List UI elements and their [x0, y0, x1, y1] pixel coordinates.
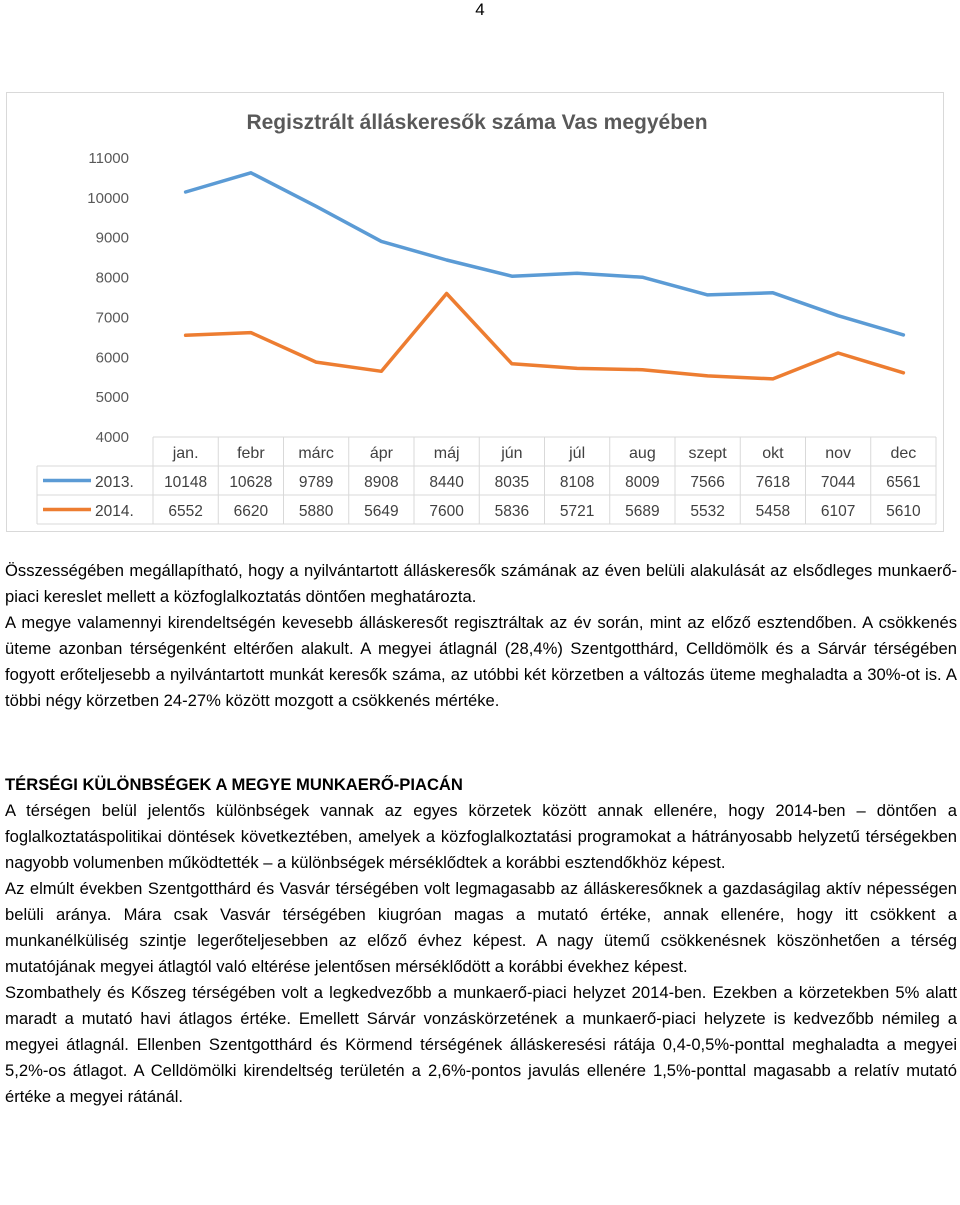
- data-label: 5458: [755, 503, 791, 520]
- data-label: 6561: [886, 474, 921, 491]
- data-label: 5689: [625, 503, 660, 520]
- data-label: 8009: [625, 474, 660, 491]
- text-section-1: [5, 558, 957, 714]
- y-tick-label: 5000: [95, 389, 129, 407]
- data-label: 7600: [429, 503, 464, 520]
- series-lines: [186, 173, 904, 379]
- category-label: okt: [762, 445, 784, 462]
- y-tick-label: 9000: [95, 229, 129, 247]
- line-chart: [6, 92, 944, 532]
- data-label: 9789: [298, 474, 334, 491]
- category-label: szept: [688, 445, 727, 462]
- data-label: 8108: [559, 474, 595, 491]
- y-tick-label: 4000: [95, 429, 129, 446]
- data-label: 5721: [559, 503, 595, 520]
- section-heading: TÉRSÉGI KÜLÖNBSÉGEK A MEGYE MUNKAERŐ-PIACÁN: [5, 775, 463, 794]
- y-tick-label: 11000: [88, 150, 129, 167]
- category-label: dec: [890, 445, 917, 462]
- legend-label: 2014.: [95, 503, 134, 520]
- text-section-2: [5, 772, 957, 1110]
- category-label: febr: [237, 445, 265, 462]
- data-label: 6620: [233, 503, 269, 520]
- data-label: 8440: [429, 474, 464, 491]
- category-label: júl: [569, 445, 586, 462]
- paragraph-szentgotthard-vasvar: Az elmúlt években Szentgotthárd és Vasvár térségében volt legmagasabb az álláskeresőknek a gazdaságilag aktív népességen belüli aránya. Mára csak Vasvár térségében kiugróan magas a mutató értéke, annak ellenére, hogy itt csökkent a munkanélküliség szintje legerőteljesebben az előző évhez képest. A nagy ütemű csökkenésnek köszönhetően a térség mutatójának megyei átlagtól való eltérése jelentősen mérséklődött a korábbi évekhez képest.: [5, 879, 957, 976]
- legend-label: 2013.: [95, 474, 134, 491]
- chart-title: Regisztrált álláskeresők száma Vas megyében: [246, 111, 708, 134]
- data-label: 8035: [494, 474, 530, 491]
- category-label: jún: [501, 445, 523, 462]
- data-label: 6107: [820, 503, 856, 520]
- y-axis: [87, 150, 129, 446]
- data-label: 6552: [168, 503, 203, 520]
- data-label: 7566: [690, 474, 725, 491]
- data-label: 5649: [364, 503, 399, 520]
- y-tick-label: 8000: [95, 269, 129, 287]
- data-label: 10628: [229, 474, 273, 491]
- category-label: ápr: [369, 445, 393, 462]
- data-label: 5836: [494, 503, 530, 520]
- chart-svg: [7, 93, 943, 531]
- category-label: márc: [298, 445, 334, 462]
- data-label: 5610: [886, 503, 921, 520]
- data-label: 5880: [298, 503, 334, 520]
- data-label: 10148: [164, 474, 208, 491]
- paragraph-regional-differences: A térségen belül jelentős különbségek vannak az egyes körzetek között annak ellenére, hogy 2014-ben – döntően a foglalkoztatáspolitikai döntések következtében, amelyek a közfoglalkoztatási programokat a hátrányosabb helyzetű térségekben nagyobb volumenben működtették – a különbségek mérséklődtek a korábbi esztendőkhöz képest.: [5, 801, 957, 872]
- data-label: 8908: [364, 474, 399, 491]
- series-line-2014: [186, 294, 904, 379]
- page-number: 4: [475, 0, 485, 19]
- data-label: 5532: [690, 503, 725, 520]
- data-label: 7044: [820, 474, 856, 491]
- data-table-rows: [43, 474, 921, 520]
- series-line-2013: [186, 173, 904, 335]
- data-label: 7618: [755, 474, 791, 491]
- y-tick-label: 6000: [95, 349, 129, 367]
- paragraph-szombathely-koszeg: Szombathely és Kőszeg térségében volt a legkedvezőbb a munkaerő-piaci helyzet 2014-ben. Ezekben a körzetekben 5% alatt maradt a mutató havi átlagos értéke. Emellett Sárvár vonzáskörzetének a munkaerő-piaci helyzete is kedvezőbb némileg a megyei átlagnál. Ellenben Szentgotthárd és Körmend térségének álláskeresési rátája 0,4-0,5%-ponttal meghaladta a megyei 5,2%-os átlagot. A Celldömölki kirendeltség területén a 2,6%-pontos javulás ellenére 1,5%-ponttal magasabb a relatív mutató értéke a megyei rátánál.: [5, 983, 957, 1106]
- category-label: máj: [433, 445, 460, 462]
- category-label: jan.: [172, 445, 199, 462]
- paragraph-summary: Összességében megállapítható, hogy a nyilvántartott álláskeresők számának az éven belüli alakulását az elsődleges munkaerő-piaci kereslet mellett a közfoglalkoztatás döntően meghatározta.: [5, 561, 957, 606]
- category-label: aug: [629, 445, 656, 462]
- y-tick-label: 10000: [87, 189, 129, 207]
- category-label: nov: [825, 445, 852, 462]
- paragraph-decrease: A megye valamennyi kirendeltségén kevesebb álláskeresőt regisztráltak az év során, mint az előző esztendőben. A csökkenés üteme azonban térségenként eltérően alakult. A megyei átlagnál (28,4%) Szentgotthárd, Celldömölk és a Sárvár térségében fogyott erőteljesebb a nyilvántartott munkát keresők száma, az utóbbi két körzetben a változás üteme meghaladta a 30%-ot is. A többi négy körzetben 24-27% között mozgott a csökkenés mértéke.: [5, 613, 957, 710]
- y-tick-label: 7000: [95, 309, 129, 327]
